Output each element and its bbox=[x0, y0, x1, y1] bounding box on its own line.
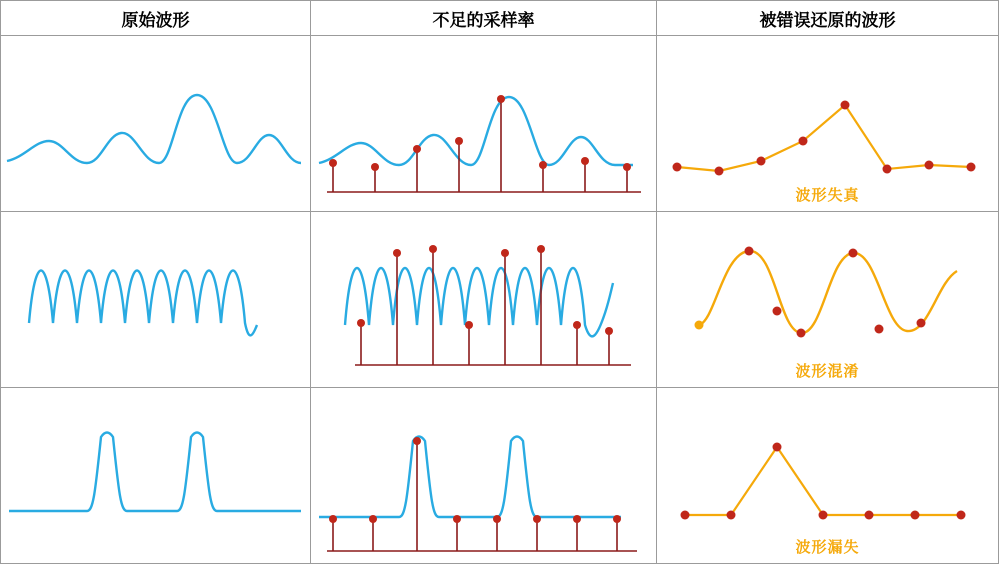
cell-row2-sampled bbox=[311, 212, 657, 388]
chart-row3-original bbox=[1, 389, 309, 563]
waveform-line bbox=[345, 268, 613, 336]
cell-row3-sampled bbox=[311, 388, 657, 564]
header-insufficient-sampling: 不足的采样率 bbox=[311, 1, 657, 36]
caption-waveform-distortion: 波形失真 bbox=[795, 186, 860, 204]
sampling-stems bbox=[333, 441, 617, 551]
table-header-row bbox=[1, 1, 999, 36]
cell-row1-sampled bbox=[311, 36, 657, 212]
cell-row2-original bbox=[1, 212, 311, 388]
reconstructed-line bbox=[685, 447, 961, 515]
waveform-line bbox=[319, 97, 633, 165]
waveform-line bbox=[7, 95, 301, 163]
sampling-dots bbox=[329, 437, 621, 523]
cell-row1-original bbox=[1, 36, 311, 212]
chart-row3-sampled bbox=[311, 389, 655, 563]
cell-row2-reconstructed bbox=[657, 212, 999, 388]
sampling-dots bbox=[329, 95, 631, 171]
reconstructed-dots bbox=[681, 442, 966, 519]
chart-row2-original bbox=[1, 213, 309, 387]
sampling-stems bbox=[333, 99, 627, 192]
header-original-waveform: 原始波形 bbox=[1, 1, 311, 36]
caption-waveform-aliasing: 波形混淆 bbox=[795, 362, 860, 380]
waveform-line bbox=[319, 436, 621, 517]
waveform-line bbox=[9, 432, 301, 511]
sampling-stems bbox=[361, 249, 609, 365]
caption-waveform-loss: 波形漏失 bbox=[795, 538, 860, 556]
table-row bbox=[1, 36, 999, 212]
reconstructed-dots bbox=[695, 246, 926, 337]
header-incorrectly-reconstructed: 被错误还原的波形 bbox=[657, 1, 999, 36]
chart-row2-sampled bbox=[311, 213, 655, 387]
waveform-line bbox=[29, 270, 257, 335]
cell-row1-reconstructed bbox=[657, 36, 999, 212]
reconstructed-dots bbox=[673, 100, 976, 175]
chart-row1-original bbox=[1, 37, 309, 211]
chart-row1-sampled bbox=[311, 37, 655, 211]
table-row bbox=[1, 388, 999, 564]
cell-row3-reconstructed bbox=[657, 388, 999, 564]
table-row bbox=[1, 212, 999, 388]
cell-row3-original bbox=[1, 388, 311, 564]
